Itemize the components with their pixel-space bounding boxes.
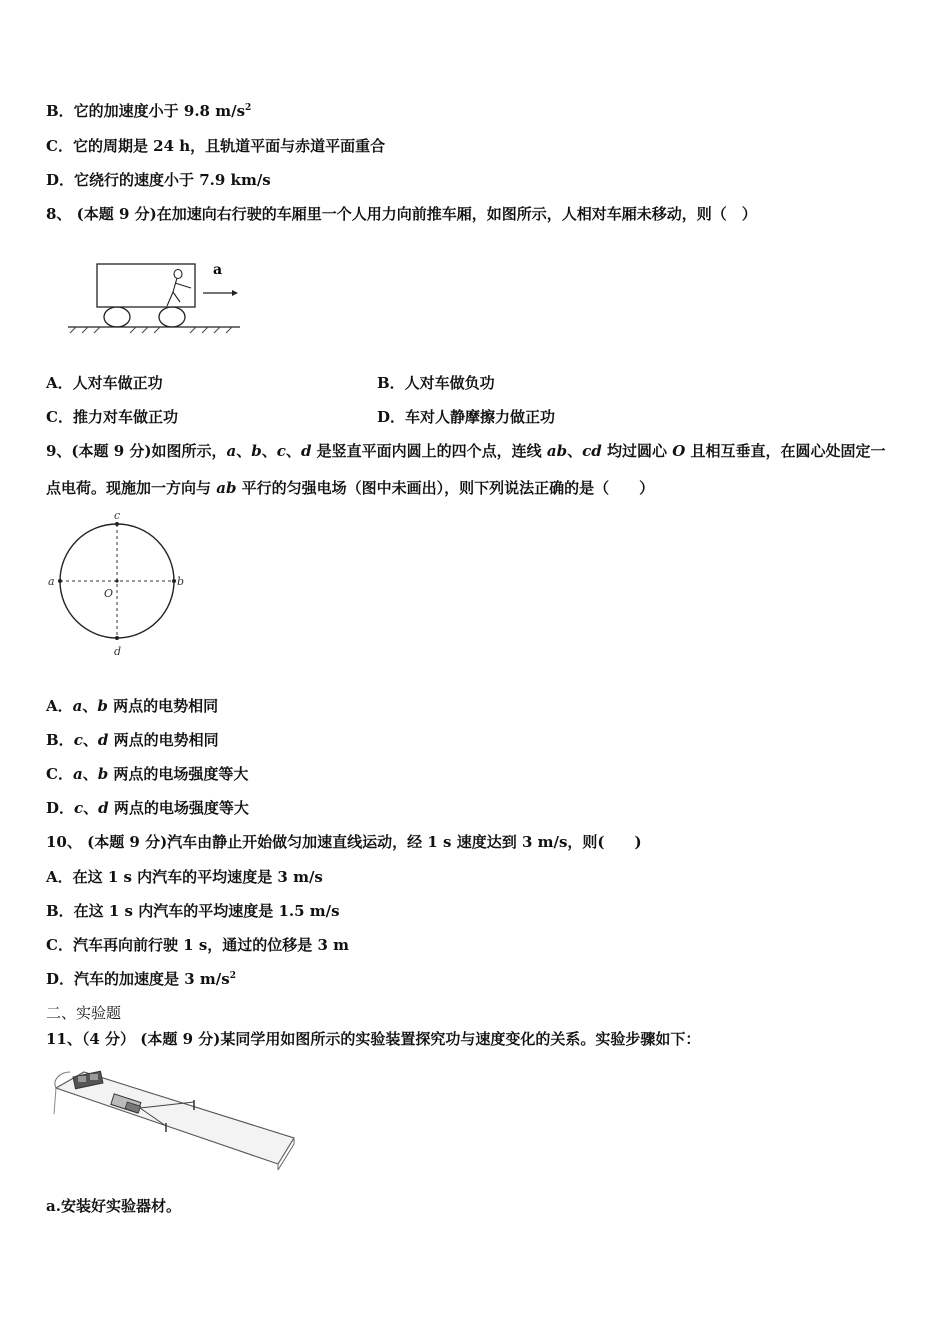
q9-option-a: A．a、b 两点的电势相同 xyxy=(46,697,219,715)
q7-option-d: D．它绕行的速度小于 7.9 km/s xyxy=(46,171,271,189)
q7-option-c: C．它的周期是 24 h，且轨道平面与赤道平面重合 xyxy=(46,137,386,155)
section-title-experiment: 二、实验题 xyxy=(46,1004,122,1022)
q9-stem-line2: 点电荷。现施加一方向与 ab 平行的匀强电场（图中未画出），则下列说法正确的是（ ） xyxy=(46,479,655,497)
q8-option-a: A．人对车做正功 xyxy=(46,374,163,392)
q9-option-d: D．c、d 两点的电场强度等大 xyxy=(46,799,249,817)
point-a-label: a xyxy=(48,575,55,588)
q8-option-c: C．推力对车做正功 xyxy=(46,408,178,426)
person-figure xyxy=(167,270,191,307)
q8-option-b: B．人对车做负功 xyxy=(377,374,495,392)
q10-option-c: C．汽车再向前行驶 1 s，通过的位移是 3 m xyxy=(46,936,350,954)
q8-option-d: D．车对人静摩擦力做正功 xyxy=(377,408,556,426)
point-d-label: d xyxy=(114,645,122,658)
point-b-label: b xyxy=(177,575,185,588)
q11-step-a: a.安装好实验器材。 xyxy=(46,1197,181,1215)
point-o-label: O xyxy=(104,587,114,600)
q9-circle-figure xyxy=(44,508,194,660)
q8-stem: 8、 (本题 9 分)在加速向右行驶的车厢里一个人用力向前推车厢，如图所示，人相对车厢未移动，则（ ） xyxy=(46,205,757,223)
acceleration-label: a xyxy=(213,262,223,278)
q10-stem: 10、 (本题 9 分)汽车由静止开始做匀加速直线运动，经 1 s 速度达到 3 m/s，则( ) xyxy=(46,833,642,851)
q9-option-c: C．a、b 两点的电场强度等大 xyxy=(46,765,249,783)
q11-apparatus-figure xyxy=(46,1066,298,1178)
q10-option-d: D．汽车的加速度是 3 $m/s^2$ xyxy=(46,970,236,988)
q9-option-b: B．c、d 两点的电势相同 xyxy=(46,731,219,749)
point-c-label: c xyxy=(114,509,121,522)
q10-option-b: B．在这 1 s 内汽车的平均速度是 1.5 m/s xyxy=(46,902,340,920)
q11-stem: 11、（4 分） (本题 9 分)某同学用如图所示的实验装置探究功与速度变化的关系。实验步骤如下： xyxy=(46,1030,701,1048)
q8-cart-figure xyxy=(64,252,244,334)
q9-stem-line1: 9、(本题 9 分)如图所示，a、b、c、d 是竖直平面内圆上的四个点，连线 ab、cd 均过圆心 O 且相互垂直，在圆心处固定一 xyxy=(46,442,886,460)
q7-option-b: B．它的加速度小于 9.8 $m/s^2$ xyxy=(46,102,252,120)
q10-option-a: A．在这 1 s 内汽车的平均速度是 3 m/s xyxy=(46,868,323,886)
